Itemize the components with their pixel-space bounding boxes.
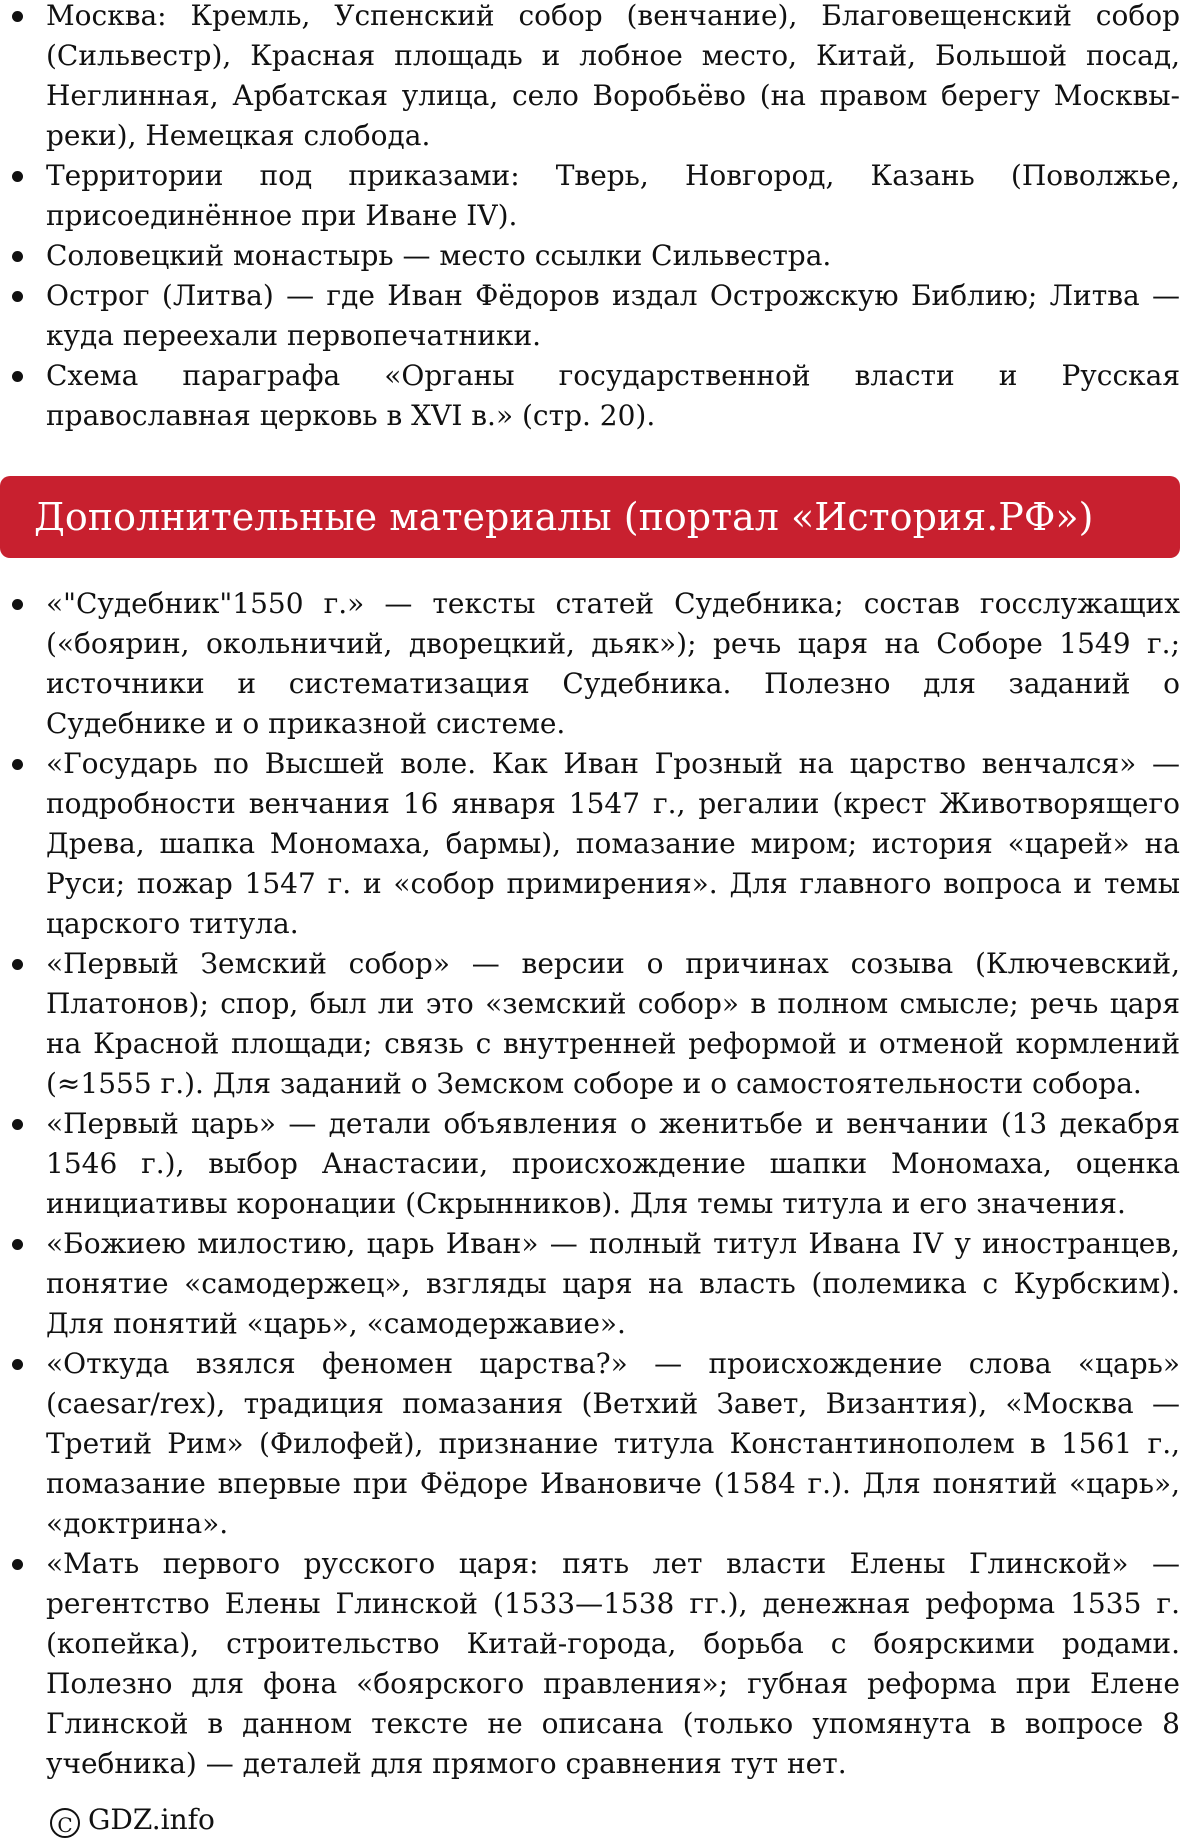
list-item-text: «"Судебник"1550 г.» — тексты статей Судебника; состав госслужащих («боярин, окольничий, дворецкий, дьяк»); речь царя на Соборе 1549 г.; источники и систематизация Судебника. Полезно для заданий о Судебнике и о приказной системе. [46, 587, 1180, 740]
list-item [0, 584, 1180, 744]
list-item-text: «Божиею милостию, царь Иван» — полный титул Ивана IV у иностранцев, понятие «самодержец», взгляды царя на власть (полемика с Курбским). Для понятий «царь», «самодержавие». [46, 1227, 1180, 1340]
list-item [0, 744, 1180, 944]
bullet-icon [12, 599, 23, 610]
list-item [0, 276, 1180, 356]
footer-text: GDZ.info [88, 1803, 215, 1836]
list-item-text: Территории под приказами: Тверь, Новгород, Казань (Поволжье, присоединённое при Иване IV). [46, 159, 1180, 232]
list-item-text: Соловецкий монастырь — место ссылки Сильвестра. [46, 239, 832, 272]
bullet-icon [12, 759, 23, 770]
materials-bullet-list [0, 584, 1180, 1784]
list-item-text: «Первый Земский собор» — версии о причинах созыва (Ключевский, Платонов); спор, был ли это «земский собор» в полном смысле; речь царя на Красной площади; связь с внутренней реформой и отменой кормлений (≈1555 г.). Для заданий о Земском соборе и о самостоятельности собора. [46, 947, 1180, 1100]
list-item [0, 1544, 1180, 1784]
list-item-text: Схема параграфа «Органы государственной власти и Русская православная церковь в XVI в.» (стр. 20). [46, 359, 1180, 432]
section-heading-banner [0, 476, 1180, 558]
section-heading: Дополнительные материалы (портал «История.РФ») [34, 495, 1094, 539]
list-item [0, 236, 1180, 276]
top-bullet-list [0, 0, 1180, 436]
list-item [0, 1344, 1180, 1544]
bullet-icon [12, 11, 23, 22]
bullet-icon [12, 251, 23, 262]
list-item [0, 944, 1180, 1104]
bullet-icon [12, 1359, 23, 1370]
list-item-text: «Откуда взялся феномен царства?» — происхождение слова «царь» (caesar/rex), традиция помазания (Ветхий Завет, Византия), «Москва — Третий Рим» (Филофей), признание титула Константинополем в 1561 г., помазание впервые при Фёдоре Ивановиче (1584 г.). Для понятий «царь», «доктрина». [46, 1347, 1180, 1540]
copyright-footer [50, 1800, 215, 1840]
list-item [0, 1104, 1180, 1224]
list-item [0, 0, 1180, 156]
list-item-text: «Мать первого русского царя: пять лет власти Елены Глинской» — регентство Елены Глинской (1533—1538 гг.), денежная реформа 1535 г. (копейка), строительство Китай-города, борьба с боярскими родами. Полезно для фона «боярского правления»; губная реформа при Елене Глинской в данном тексте не описана (только упомянута в вопросе 8 учебника) — деталей для прямого сравнения тут нет. [46, 1547, 1180, 1780]
bullet-icon [12, 1119, 23, 1130]
copyright-icon: C [50, 1808, 80, 1838]
list-item [0, 356, 1180, 436]
list-item-text: Москва: Кремль, Успенский собор (венчание), Благовещенский собор (Сильвестр), Красная площадь и лобное место, Китай, Большой посад, Неглинная, Арбатская улица, село Воробьёво (на правом берегу Москвы-реки), Немецкая слобода. [46, 0, 1180, 152]
list-item-text: Острог (Литва) — где Иван Фёдоров издал Острожскую Библию; Литва — куда переехали первопечатники. [46, 279, 1180, 352]
list-item-text: «Государь по Высшей воле. Как Иван Грозный на царство венчался» — подробности венчания 16 января 1547 г., регалии (крест Животворящего Древа, шапка Мономаха, бармы), помазание миром; история «царей» на Руси; пожар 1547 г. и «собор примирения». Для главного вопроса и темы царского титула. [46, 747, 1180, 940]
list-item [0, 1224, 1180, 1344]
bullet-icon [12, 171, 23, 182]
list-item [0, 156, 1180, 236]
bullet-icon [12, 1559, 23, 1570]
bullet-icon [12, 371, 23, 382]
bullet-icon [12, 1239, 23, 1250]
list-item-text: «Первый царь» — детали объявления о женитьбе и венчании (13 декабря 1546 г.), выбор Анастасии, происхождение шапки Мономаха, оценка инициативы коронации (Скрынников). Для темы титула и его значения. [46, 1107, 1180, 1220]
bullet-icon [12, 291, 23, 302]
bullet-icon [12, 959, 23, 970]
